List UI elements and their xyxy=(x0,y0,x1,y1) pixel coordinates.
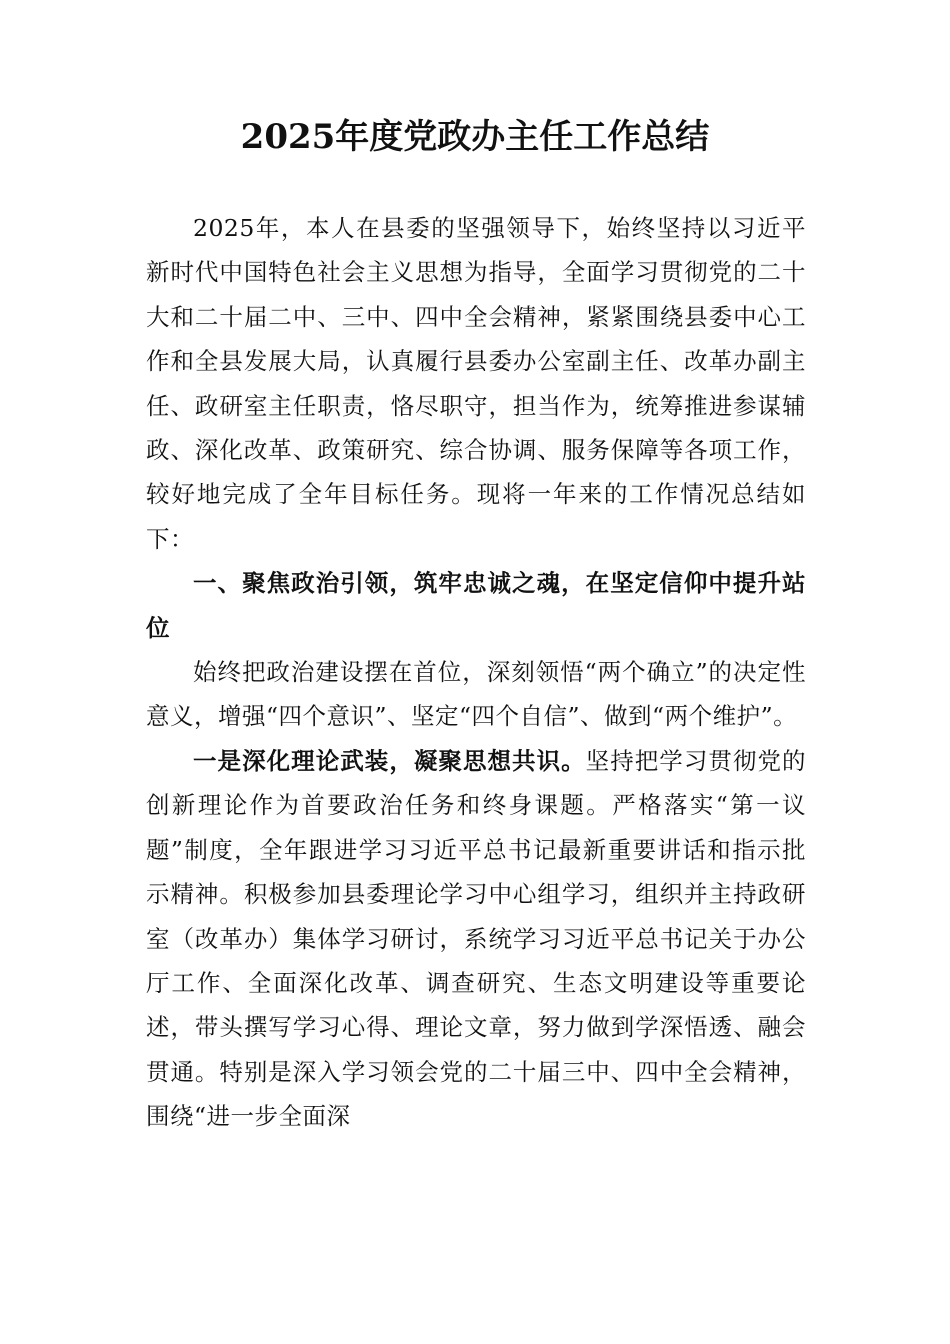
intro-paragraph: 2025年，本人在县委的坚强领导下，始终坚持以习近平新时代中国特色社会主义思想为指导，全面学习贯彻党的二十大和二十届二中、三中、四中全会精神，紧紧围绕县委中心工作和全县发展大局，认真履行县委办公室副主任、改革办副主任、政研室主任职责，恪尽职守，担当作为，统筹推进参谋辅政、深化改革、政策研究、综合协调、服务保障等各项工作，较好地完成了全年目标任务。现将一年来的工作情况总结如下： xyxy=(146,214,806,553)
point-1-text: 坚持把学习贯彻党的创新理论作为首要政治任务和终身课题。严格落实“第一议题”制度，全年跟进学习习近平总书记最新重要讲话和指示批示精神。积极参加县委理论学习中心组学习，组织并主持政研室（改革办）集体学习研讨，系统学习习近平总书记关于办公厅工作、全面深化改革、调查研究、生态文明建设等重要论述，带头撰写学习心得、理论文章，努力做到学深悟透、融会贯通。特别是深入学习领会党的二十届三中、四中全会精神，围绕“进一步全面深 xyxy=(146,746,807,1131)
document-body xyxy=(146,206,806,1139)
document-title: 2025年度党政办主任工作总结 xyxy=(240,117,710,157)
section-1-heading: 一、聚焦政治引领，筑牢忠诚之魂，在坚定信仰中提升站位 xyxy=(146,569,806,642)
section-1-point-1 xyxy=(146,739,806,1139)
section-1-summary: 始终把政治建设摆在首位，深刻领悟“两个确立”的决定性意义，增强“四个意识”、坚定“四个自信”、做到“两个维护”。 xyxy=(146,658,806,731)
point-1-lead: 一是深化理论武装，凝聚思想共识。 xyxy=(193,746,586,775)
